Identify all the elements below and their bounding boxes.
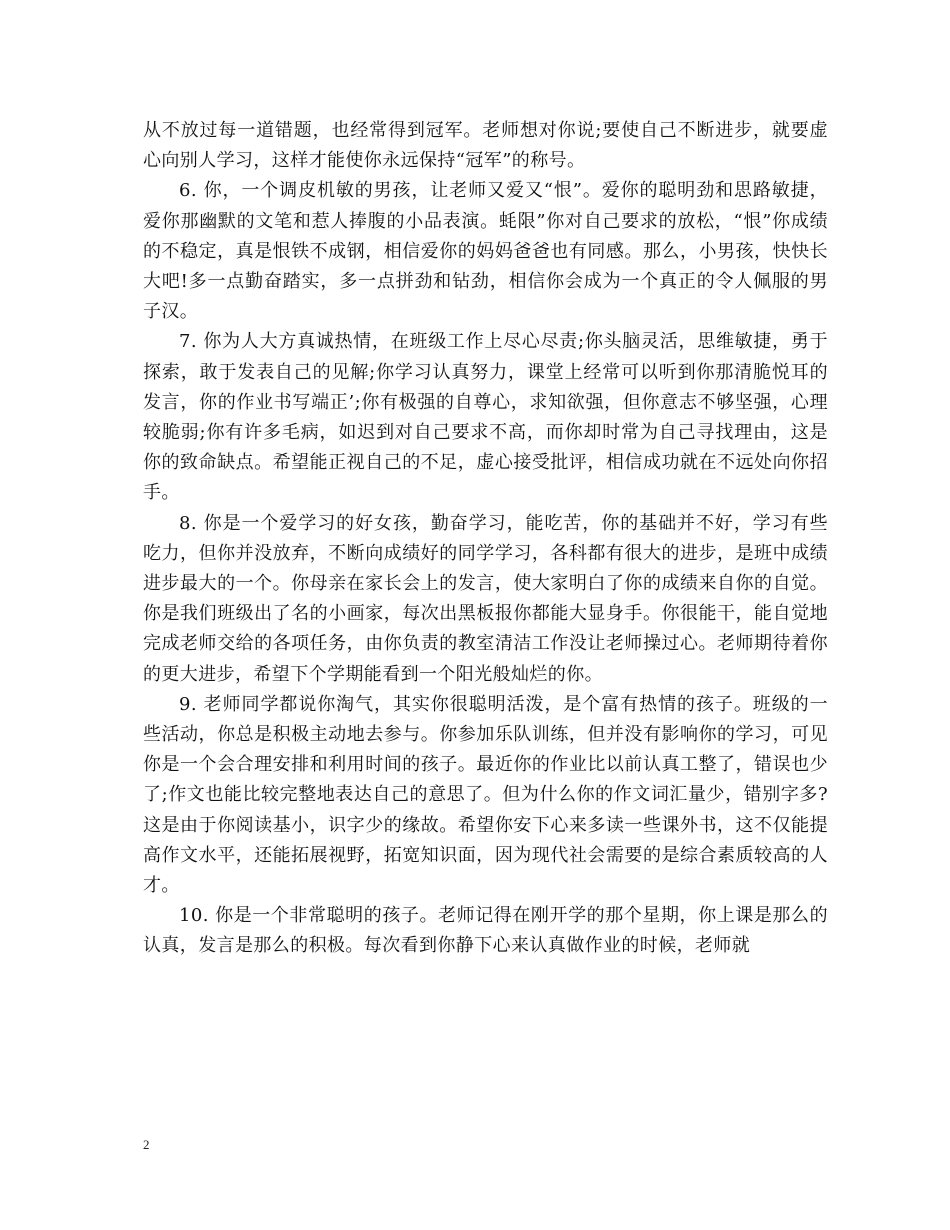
document-body [143, 116, 828, 962]
paragraph-continuation: 从不放过每一道错题，也经常得到冠军。老师想对你说;要使自己不断进步，就要虚心向别人学习，这样才能使你永远保持“冠军”的称号。 [143, 120, 828, 172]
paragraph-comment-6: 6. 你，一个调皮机敏的男孩，让老师又爱又“恨”。爱你的聪明劲和思路敏捷，爱你那幽默的文笔和惹人捧腹的小品表演。蚝限”你对自己要求的放松，“恨”你成绩的不稳定，真是恨铁不成钢，相信爱你的妈妈爸爸也有同感。那么，小男孩，快快长大吧!多一点勤奋踏实，多一点拼劲和钻劲，相信你会成为一个真正的令人佩服的男子汉。 [143, 180, 828, 323]
page-number: 2 [143, 1137, 150, 1152]
paragraph-comment-7: 7. 你为人大方真诚热情，在班级工作上尽心尽责;你头脑灵活，思维敏捷，勇于探索，敢于发表自己的见解;你学习认真努力，课堂上经常可以听到你那清脆悦耳的发言，你的作业书写端正’;你有极强的自尊心，求知欲强，但你意志不够坚强，心理较脆弱;你有许多毛病，如迟到对自己要求不高，而你却时常为自己寻找理由，这是你的致命缺点。希望能正视自己的不足，虚心接受批评，相信成功就在不远处向你招手。 [143, 331, 828, 504]
paragraph-comment-8: 8. 你是一个爱学习的好女孩，勤奋学习，能吃苦，你的基础并不好，学习有些吃力，但你并没放弃，不断向成绩好的同学学习，各科都有很大的进步，是班中成绩进步最大的一个。你母亲在家长会上的发言，使大家明白了你的成绩来自你的自觉。你是我们班级出了名的小画家，每次出黑板报你都能大显身手。你很能干，能自觉地完成老师交给的各项任务，由你负责的教室清洁工作没让老师操过心。老师期待着你的更大进步，希望下个学期能看到一个阳光般灿烂的你。 [143, 512, 828, 685]
paragraph-comment-10: 10. 你是一个非常聪明的孩子。老师记得在刚开学的那个星期，你上课是那么的认真，发言是那么的积极。每次看到你静下心来认真做作业的时候，老师就 [143, 905, 828, 957]
paragraph-comment-9: 9. 老师同学都说你淘气，其实你很聪明活泼，是个富有热情的孩子。班级的一些活动，你总是积极主动地去参与。你参加乐队训练，但并没有影响你的学习，可见你是一个会合理安排和利用时间的孩子。最近你的作业比以前认真工整了，错误也少了;作文也能比较完整地表达自己的意思了。但为什么你的作文词汇量少，错别字多?这是由于你阅读基小，识字少的缘故。希望你安下心来多读一些课外书，这不仅能提高作文水平，还能拓展视野，拓宽知识面，因为现代社会需要的是综合素质较高的人才。 [143, 693, 828, 897]
